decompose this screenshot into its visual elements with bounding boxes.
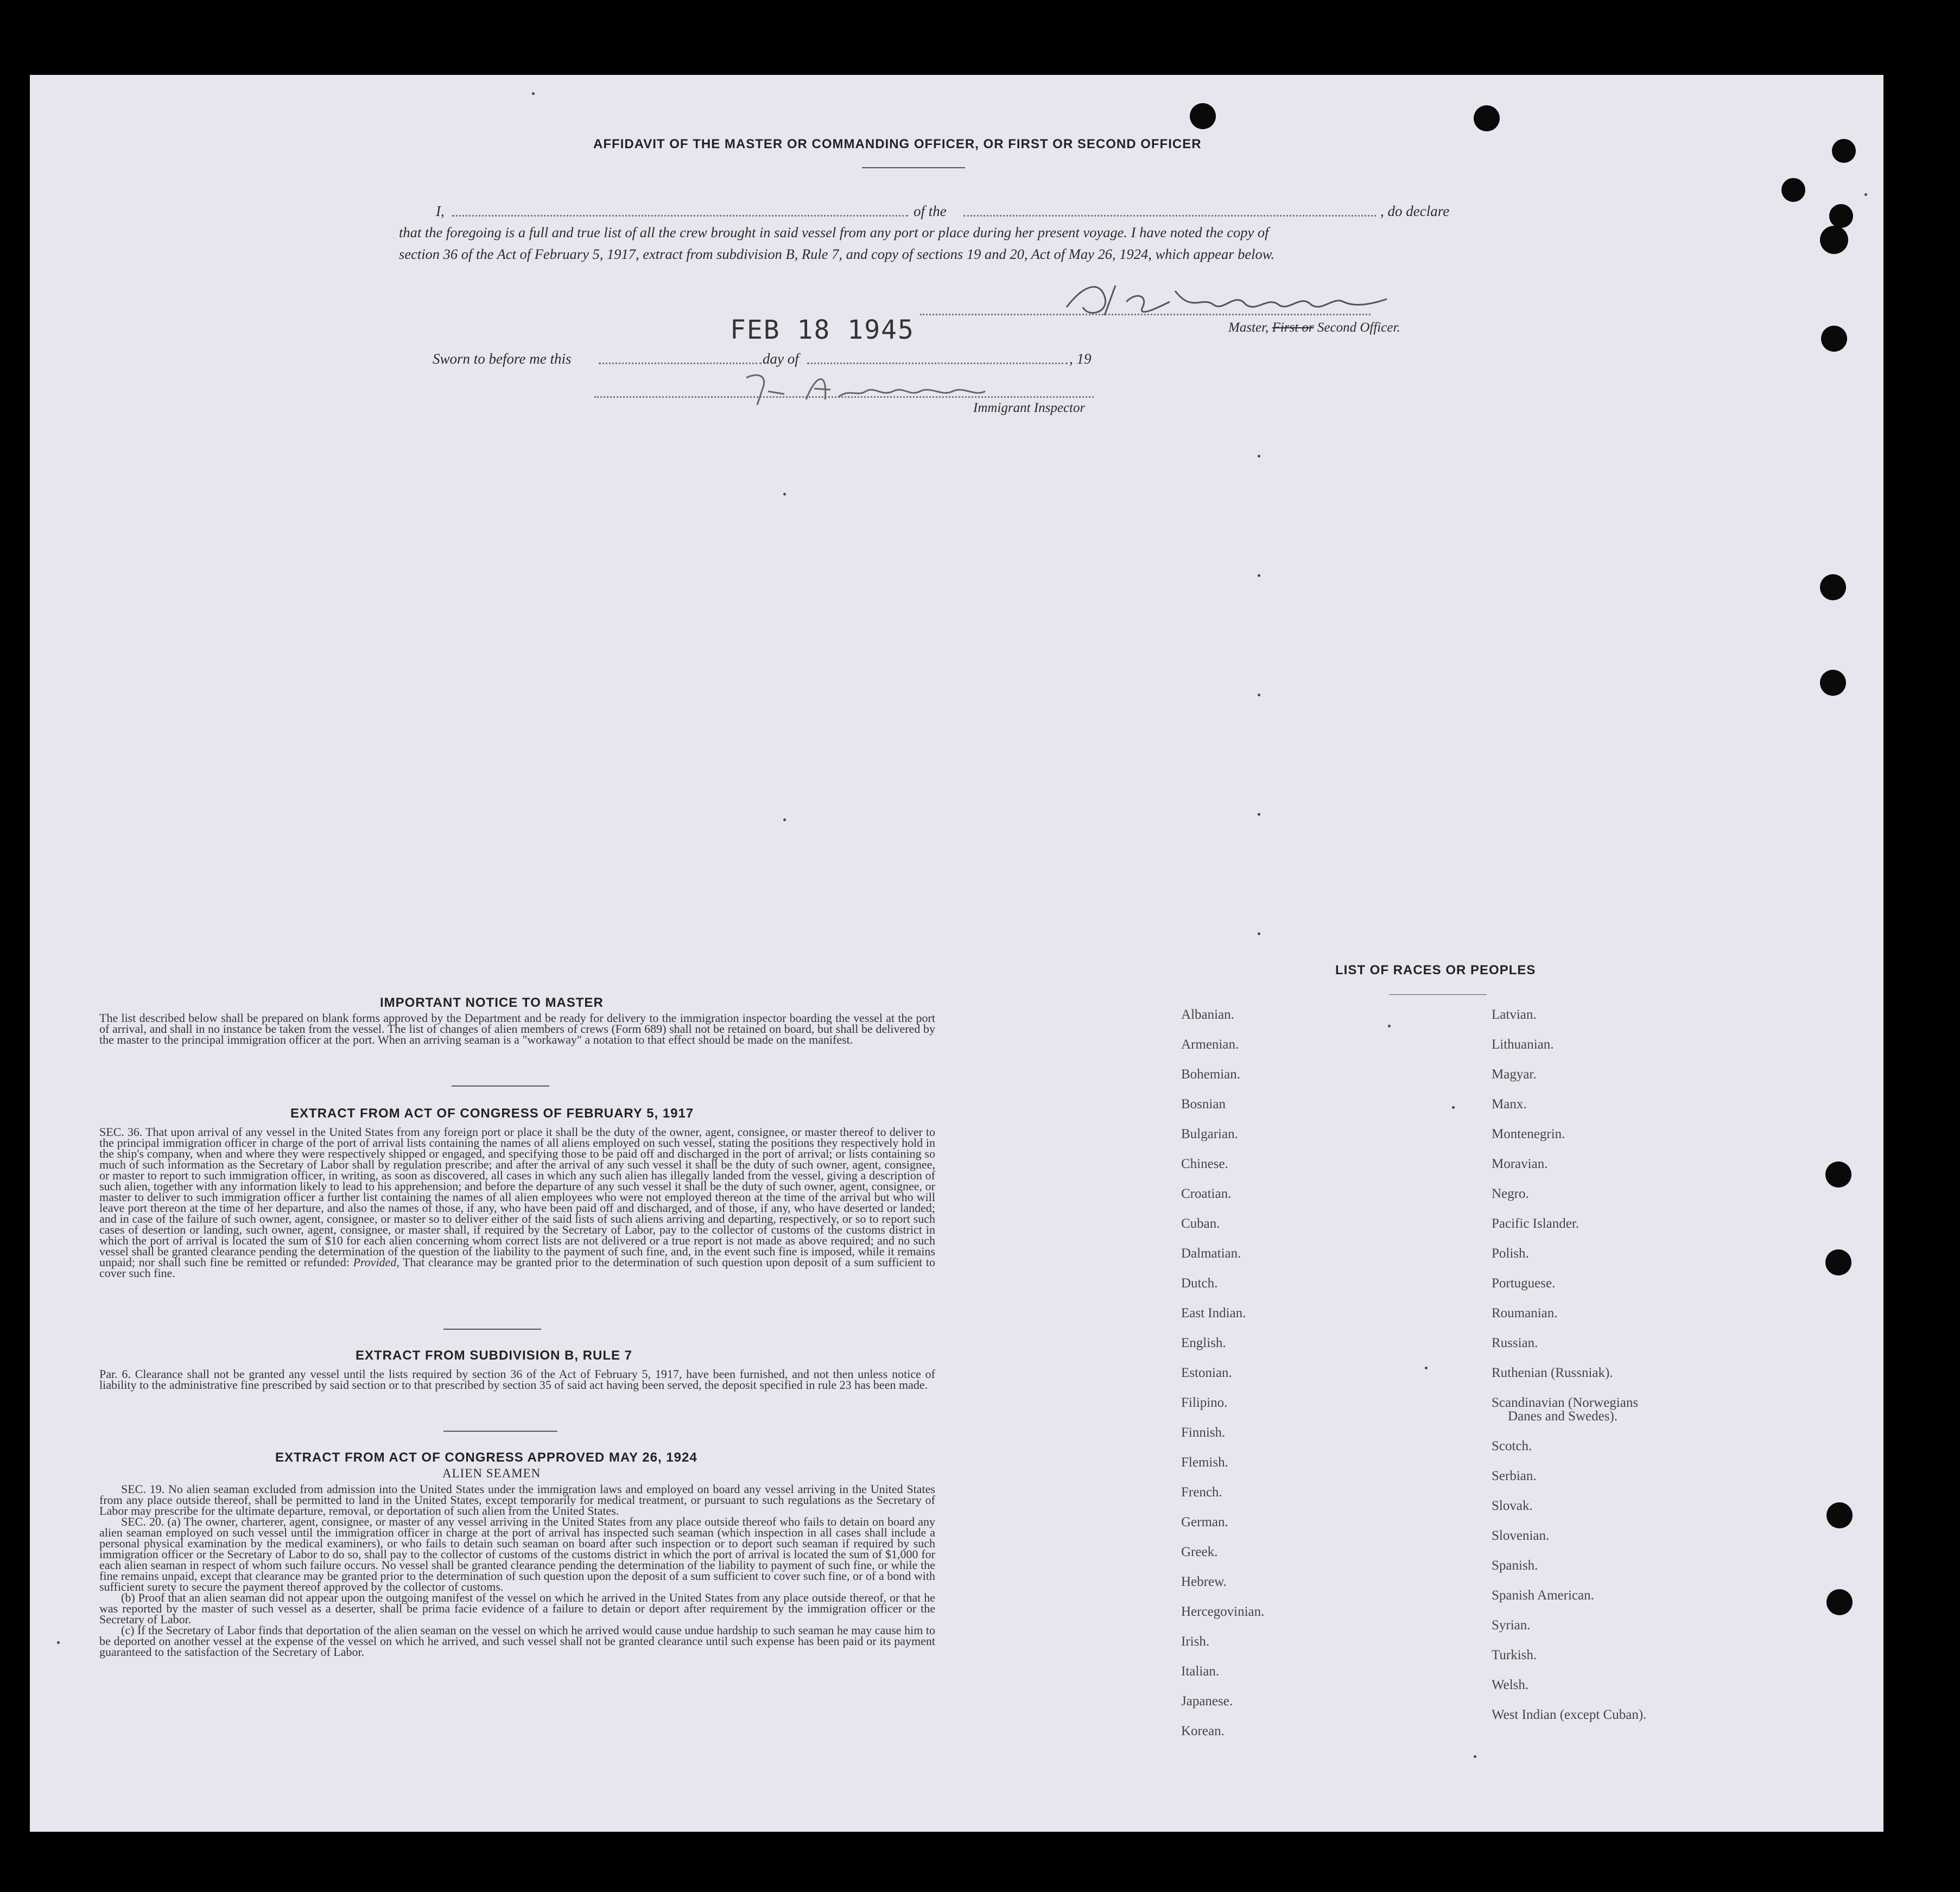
section-rule-3: [443, 1431, 557, 1432]
race-item: French.: [1181, 1485, 1222, 1500]
inspector-label: Immigrant Inspector: [973, 401, 1086, 415]
scan-speck: [532, 92, 535, 95]
race-item: Roumanian.: [1492, 1306, 1558, 1320]
scan-speck: [1388, 1025, 1391, 1027]
race-item: Croatian.: [1181, 1186, 1232, 1201]
punch-hole: [1826, 1502, 1853, 1528]
master-label-suffix: Second Officer.: [1314, 320, 1400, 335]
race-item: Portuguese.: [1492, 1276, 1556, 1291]
extract-1924-title: EXTRACT FROM ACT OF CONGRESS APPROVED MAY 26, 1924: [275, 1450, 697, 1465]
extract-1917-proviso-word: Provided,: [353, 1255, 399, 1269]
race-item: Syrian.: [1492, 1618, 1531, 1633]
extract-1917-title: EXTRACT FROM ACT OF CONGRESS OF FEBRUARY 5, 1917: [290, 1106, 694, 1121]
race-item: Welsh.: [1492, 1678, 1529, 1692]
rule7-body: Par. 6. Clearance shall not be granted any vessel until the lists required by section 36 of the Act of February 5, 1917, have been furnished, and not then unless notice of liability to the administrative fine prescribed by said section or to that prescribed by section 35 of said act having been served, the deposit specified in rule 23 has been made.: [99, 1367, 935, 1392]
race-item: Lithuanian.: [1492, 1037, 1554, 1052]
race-item: Bosnian: [1181, 1097, 1226, 1112]
race-item: Serbian.: [1492, 1469, 1537, 1483]
race-item: Finnish.: [1181, 1425, 1226, 1440]
declaration-line-2: that the foregoing is a full and true list of all the crew brought in said vessel from any port or place during her present voyage. I have noted the copy of: [399, 224, 1269, 240]
master-label-prefix: Master,: [1228, 320, 1272, 335]
sec20b-text: (b) Proof that an alien seaman did not appear upon the outgoing manifest of the vessel on which he arrived in the United States from any place outside thereof, or that he was reported by the master of such vessel as a deserter, shall be prima facie evidence of a failure to detain or deport after requirement by the immigration officer or the Secretary of Labor.: [99, 1591, 935, 1626]
notice-title: IMPORTANT NOTICE TO MASTER: [380, 995, 604, 1010]
punch-hole: [1821, 326, 1847, 352]
scan-speck: [1864, 193, 1867, 196]
rule7-title: EXTRACT FROM SUBDIVISION B, RULE 7: [356, 1348, 633, 1363]
race-item: English.: [1181, 1336, 1226, 1350]
race-item: Turkish.: [1492, 1648, 1537, 1662]
sworn-month-line: [807, 363, 1068, 364]
extract-1917-proviso-text: That clearance may be granted prior to the determination of such question upon deposit of a sum sufficient to cover such fine.: [99, 1255, 936, 1280]
race-item: Spanish American.: [1492, 1588, 1594, 1603]
scan-speck: [1258, 813, 1260, 816]
race-item: Bulgarian.: [1181, 1127, 1238, 1141]
races-title-rule: [1389, 994, 1487, 995]
race-item: Bohemian.: [1181, 1067, 1241, 1082]
race-item: Italian.: [1181, 1664, 1220, 1679]
scan-speck: [1425, 1367, 1428, 1369]
scan-speck: [1258, 932, 1260, 935]
vessel-name-line: [963, 215, 1376, 217]
sworn-day-line: [599, 363, 762, 364]
scan-speck: [783, 818, 786, 821]
race-item: Ruthenian (Russniak).: [1492, 1366, 1613, 1380]
race-item: Chinese.: [1181, 1157, 1228, 1171]
scan-speck: [1258, 455, 1260, 458]
race-item: Greek.: [1181, 1545, 1218, 1559]
do-declare-text: , do declare: [1380, 203, 1450, 219]
race-item: East Indian.: [1181, 1306, 1246, 1320]
of-the-text: of the: [914, 203, 947, 219]
race-item: Scotch.: [1492, 1439, 1532, 1453]
sec20a-text: SEC. 20. (a) The owner, charterer, agent, consignee, or master of any vessel arriving in the United States from any place outside thereof who fails to detain on board any alien seaman employed on such vessel until the immigration officer in charge at the port of arrival has inspected such seaman (which inspection in all cases shall include a personal physical examination by the medical examiners), or who fails to detain such seaman on board after such inspection or to deport such seaman if required by such immigration officer or the Secretary of Labor to do so, shall pay to the collector of customs of the customs district in which the port of arrival is located the sum of $1,000 for each alien seaman in respect of whom such failure occurs. No vessel shall be granted clearance pending the determination of the liability to payment of such fine, or while the fine remains unpaid, except that clearance may be granted prior to the determination of such question upon the deposit of a sum sufficient to cover such fine, or of a bond with sufficient surety to secure the payment thereof approved by the collector of customs.: [99, 1515, 935, 1593]
affidavit-title: AFFIDAVIT OF THE MASTER OR COMMANDING OFFICER, OR FIRST OR SECOND OFFICER: [593, 137, 1202, 151]
punch-hole: [1820, 226, 1848, 254]
race-item: Slovak.: [1492, 1499, 1533, 1513]
race-item: Korean.: [1181, 1724, 1225, 1738]
scan-speck: [1452, 1106, 1455, 1109]
race-item: Flemish.: [1181, 1455, 1228, 1470]
race-item: Pacific Islander.: [1492, 1216, 1580, 1231]
master-label-struck: First or: [1272, 320, 1314, 335]
race-item: Moravian.: [1492, 1157, 1548, 1171]
scan-speck: [1474, 1755, 1476, 1758]
scan-speck: [1258, 574, 1260, 577]
section-rule-2: [443, 1329, 541, 1330]
declaration-line-3: section 36 of the Act of February 5, 1917, extract from subdivision B, Rule 7, and copy of sections 19 and 20, Act of May 26, 1924, which appear below.: [399, 246, 1275, 262]
race-item: Russian.: [1492, 1336, 1538, 1350]
sec20c-text: (c) If the Secretary of Labor finds that deportation of the alien seaman on the vessel on which he arrived would cause undue hardship to such seaman he may cause him to be deported on another vessel at the expense of the vessel on which he arrived, and such vessel shall not be granted clearance until such expense has been paid or its payment guaranteed to the satisfaction of the Secretary of Labor.: [99, 1623, 935, 1659]
race-item: Spanish.: [1492, 1558, 1538, 1573]
race-item: Magyar.: [1492, 1067, 1537, 1082]
race-item: Hebrew.: [1181, 1574, 1227, 1589]
scan-speck: [57, 1641, 60, 1644]
race-item: Polish.: [1492, 1246, 1529, 1261]
declarant-name-line: [452, 215, 908, 217]
extract-1917-text: SEC. 36. That upon arrival of any vessel in the United States from any foreign port or place it shall be the duty of the owner, agent, consignee, or master thereof to deliver to the principal immigration officer in charge of the port of arrival lists containing the names of all aliens employed on such vessel, stating the positions they respectively hold in the ship's company, when and where they were respectively shipped or engaged, and specifying those to be paid off and discharged in the port of arrival; or lists containing so much of such information as the Secretary of Labor shall by regulation prescribe; and after the arrival of any such vessel it shall be the duty of such owner, agent, consignee, or master to report to such immigration officer, in writing, as soon as discovered, all cases in which any such alien has illegally landed from the vessel, giving a description of such alien, together with any information likely to lead to his apprehension; and before the departure of any such vessel it shall be the duty of such owner, agent, consignee, or master to deliver to such immigration officer a further list containing the names of all alien employees who were not employed thereon at the time of the arrival but who will leave port thereon at the time of her departure, and also the names of those, if any, who have been paid off and discharged, and of those, if any, who have deserted or landed; and in case of the failure of such owner, agent, consignee, or master so to deliver either of the said lists of such aliens arriving and departing, respectively, or so to report such cases of desertion or landing, such owner, agent, consignee, or master shall, if required by the Secretary of Labor, pay to the collector of customs of the customs district in which the port of arrival is located the sum of $10 for each alien concerning whom correct lists are not delivered or a true report is not made as above required; and no such vessel shall be granted clearance pending the determination of the question of the liability to the payment of such fine, and, in the event such fine is imposed, while it remains unpaid; nor shall such fine be remitted or refunded:: [99, 1125, 935, 1269]
race-item: Albanian.: [1181, 1007, 1234, 1022]
master-signature: [1050, 275, 1403, 323]
title-rule: [862, 167, 965, 168]
race-item: Scandinavian (Norwegians: [1492, 1395, 1639, 1410]
extract-1924-body: [99, 1484, 935, 1658]
race-item: Danes and Swedes).: [1508, 1409, 1618, 1424]
sec19-text: SEC. 19. No alien seaman excluded from admission into the United States under the immigration laws and employed on board any vessel arriving in the United States from any place outside thereof, shall be permitted to land in the United States, except temporarily for medical treatment, or pursuant to such regulations as the Secretary of Labor may prescribe for the ultimate departure, removal, or deportation of such alien from the United States.: [99, 1482, 935, 1518]
race-item: Negro.: [1492, 1186, 1529, 1201]
scan-speck: [783, 493, 786, 496]
year-prefix-text: , 19: [1069, 351, 1092, 367]
race-item: Dalmatian.: [1181, 1246, 1241, 1261]
races-title: LIST OF RACES OR PEOPLES: [1335, 963, 1536, 977]
punch-hole: [1826, 1589, 1853, 1615]
punch-hole: [1825, 1249, 1851, 1275]
master-title-label: [1228, 320, 1400, 335]
race-item: Armenian.: [1181, 1037, 1239, 1052]
day-of-text: day of: [763, 351, 799, 367]
punch-hole: [1832, 139, 1856, 163]
race-item: Dutch.: [1181, 1276, 1218, 1291]
punch-hole: [1820, 574, 1846, 600]
race-item: Cuban.: [1181, 1216, 1220, 1231]
race-item: Latvian.: [1492, 1007, 1537, 1022]
punch-hole: [1474, 105, 1500, 131]
sworn-text: Sworn to before me this: [433, 351, 572, 367]
scan-speck: [1258, 694, 1260, 696]
date-stamp: FEB 18 1945: [730, 315, 915, 345]
extract-1924-subtitle: ALIEN SEAMEN: [442, 1466, 541, 1480]
punch-hole: [1781, 178, 1805, 202]
extract-1917-body: [99, 1127, 935, 1279]
declarant-prefix: I,: [436, 203, 445, 219]
punch-hole: [1829, 204, 1853, 228]
punch-hole: [1190, 103, 1216, 129]
race-item: Filipino.: [1181, 1395, 1228, 1410]
race-item: Japanese.: [1181, 1694, 1233, 1709]
race-item: Hercegovinian.: [1181, 1604, 1265, 1619]
race-item: Slovenian.: [1492, 1528, 1550, 1543]
race-item: Irish.: [1181, 1634, 1210, 1649]
punch-hole: [1820, 670, 1846, 696]
race-item: Estonian.: [1181, 1366, 1232, 1380]
race-item: Montenegrin.: [1492, 1127, 1565, 1141]
race-item: German.: [1181, 1515, 1228, 1529]
race-item: Manx.: [1492, 1097, 1527, 1112]
race-item: West Indian (except Cuban).: [1492, 1707, 1647, 1722]
notice-body: The list described below shall be prepared on blank forms approved by the Department and be ready for delivery to the immigration inspector boarding the vessel at the port of arrival, and shall in no instance be taken from the vessel. The list of changes of alien members of crews (Form 689) shall not be retained on board, but shall be delivered by the master to the principal immigration officer at the port. When an arriving seaman is a "workaway" a notation to that effect should be made on the manifest.: [99, 1011, 935, 1046]
punch-hole: [1825, 1161, 1851, 1188]
section-rule-1: [452, 1085, 549, 1087]
document-page: [30, 75, 1883, 1832]
